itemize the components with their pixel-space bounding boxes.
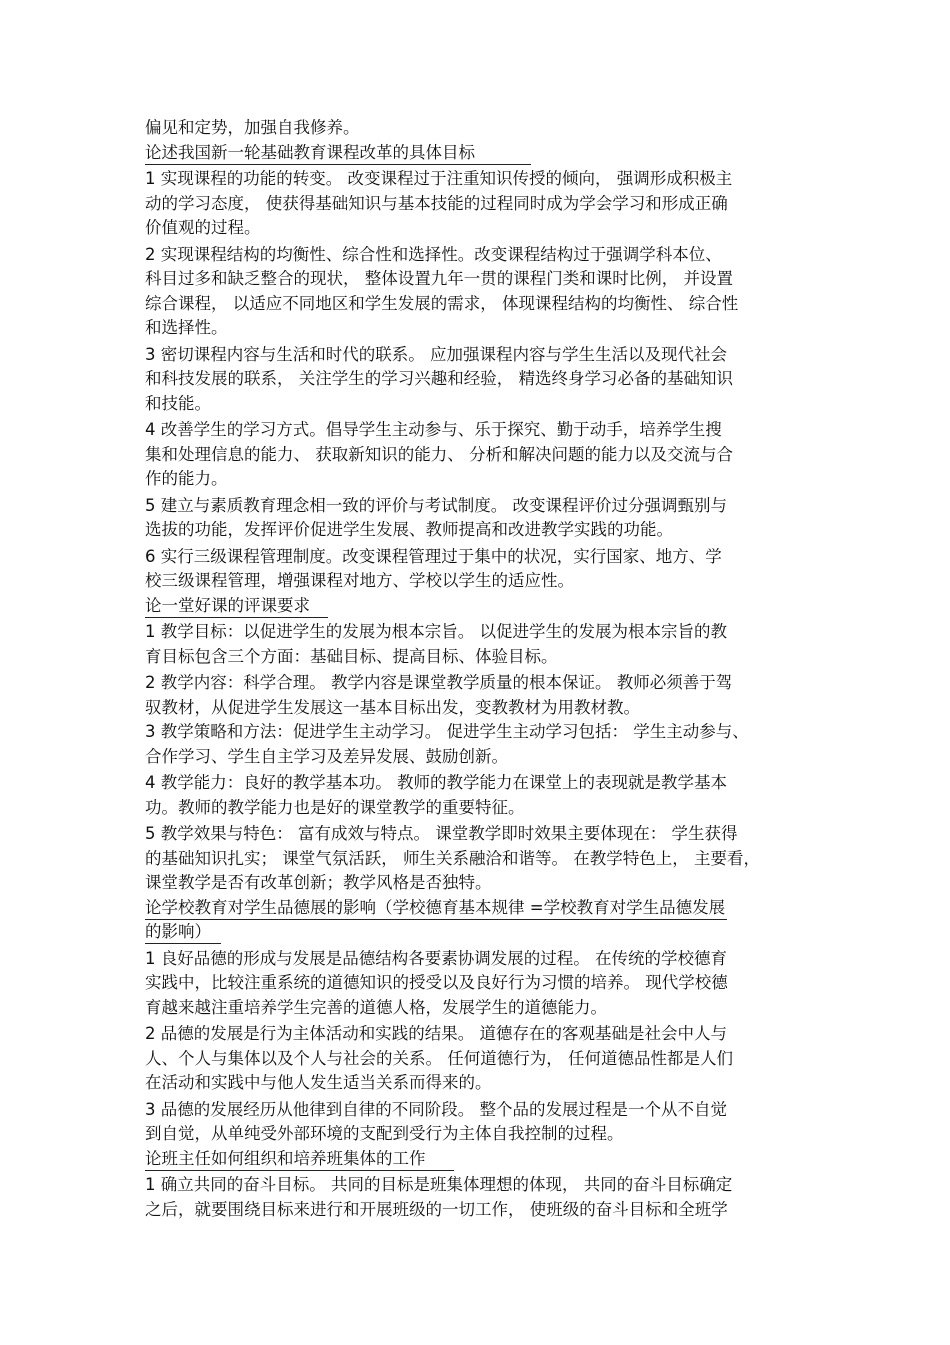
document-body: [145, 116, 815, 1222]
text-line: 价值观的过程。: [145, 218, 261, 237]
text-line: 综合课程， 以适应不同地区和学生发展的需求， 体现课程结构的均衡性、 综合性: [145, 293, 739, 313]
text-line: 集和处理信息的能力、 获取新知识的能力、 分析和解决问题的能力以及交流与合: [145, 444, 733, 464]
text-line: 6 实行三级课程管理制度。改变课程管理过于集中的状况，实行国家、地方、学: [145, 546, 722, 566]
text-line: 3 教学策略和方法：促进学生主动学习。 促进学生主动学习包括： 学生主动参与、: [145, 722, 749, 741]
text-line: 偏见和定势，加强自我修养。: [145, 118, 360, 137]
heading-text: 的影响）: [145, 921, 221, 944]
text-line: 校三级课程管理，增强课程对地方、学校以学生的适应性。: [145, 571, 574, 590]
text-line: 育越来越注重培养学生完善的道德人格，发展学生的道德能力。: [145, 997, 607, 1017]
section-heading-moral-education-cont: [145, 920, 815, 945]
section-heading-class-collective: [145, 1147, 815, 1172]
text-line: 选拔的功能，发挥评价促进学生发展、教师提高和改进教学实践的功能。: [145, 520, 673, 539]
section-heading-moral-education: [145, 896, 815, 921]
text-line: 5 建立与素质教育理念相一致的评价与考试制度。 改变课程评价过分强调甄别与: [145, 495, 727, 515]
text-line: 2 实现课程结构的均衡性、综合性和选择性。改变课程结构过于强调学科本位、: [145, 244, 722, 264]
text-line: 合作学习、学生自主学习及差异发展、鼓励创新。: [145, 746, 508, 766]
text-line: 科目过多和缺乏整合的现状， 整体设置九年一贯的课程门类和课时比例， 并设置: [145, 269, 733, 288]
text-line: 4 改善学生的学习方式。倡导学生主动参与、乐于探究、勤于动手，培养学生搜: [145, 420, 722, 439]
text-line: 功。教师的教学能力也是好的课堂教学的重要特征。: [145, 797, 525, 817]
heading-text: 论班主任如何组织和培养班集体的工作: [145, 1148, 454, 1171]
text-line: 的基础知识扎实； 课堂气氛活跃， 师生关系融洽和谐等。 在教学特色上， 主要看，: [145, 848, 760, 868]
heading-text: 论一堂好课的评课要求: [145, 595, 328, 618]
section-heading-curriculum-reform: [145, 141, 815, 166]
heading-text: 论学校教育对学生品德展的影响（学校德育基本规律 =学校教育对学生品德发展: [145, 897, 727, 920]
text-line: 动的学习态度， 使获得基础知识与基本技能的过程同时成为学会学习和形成正确: [145, 193, 728, 213]
text-line: 驭教材，从促进学生发展这一基本目标出发，变教教材为用教材教。: [145, 697, 640, 717]
text-line: 1 良好品德的形成与发展是品德结构各要素协调发展的过程。 在传统的学校德育: [145, 948, 727, 968]
text-line: 人、个人与集体以及个人与社会的关系。 任何道德行为， 任何道德品性都是人们: [145, 1048, 733, 1068]
text-line: 2 品德的发展是行为主体活动和实践的结果。 道德存在的客观基础是社会中人与: [145, 1024, 727, 1043]
text-line: 作的能力。: [145, 469, 228, 488]
text-line: 1 教学目标：以促进学生的发展为根本宗旨。 以促进学生的发展为根本宗旨的教: [145, 622, 727, 641]
text-line: 3 密切课程内容与生活和时代的联系。 应加强课程内容与学生生活以及现代社会: [145, 344, 727, 364]
text-line: 1 确立共同的奋斗目标。 共同的目标是班集体理想的体现， 共同的奋斗目标确定: [145, 1175, 733, 1194]
text-line: 和选择性。: [145, 318, 228, 337]
section-heading-good-lesson: [145, 594, 815, 619]
text-line: 之后，就要围绕目标来进行和开展班级的一切工作， 使班级的奋斗目标和全班学: [145, 1199, 728, 1219]
text-line: 育目标包含三个方面：基础目标、提高目标、体验目标。: [145, 646, 558, 666]
text-line: 4 教学能力：良好的教学基本功。 教师的教学能力在课堂上的表现就是教学基本: [145, 773, 727, 792]
text-line: 实践中，比较注重系统的道德知识的授受以及良好行为习惯的培养。 现代学校德: [145, 973, 728, 992]
text-line: 3 品德的发展经历从他律到自律的不同阶段。 整个品的发展过程是一个从不自觉: [145, 1099, 727, 1119]
text-line: 1 实现课程的功能的转变。 改变课程过于注重知识传授的倾向， 强调形成积极主: [145, 169, 733, 188]
text-line: 和科技发展的联系， 关注学生的学习兴趣和经验， 精选终身学习必备的基础知识: [145, 369, 733, 388]
text-line: 课堂教学是否有改革创新；教学风格是否独特。: [145, 873, 492, 892]
text-line: 2 教学内容：科学合理。 教学内容是课堂教学质量的根本保证。 教师必须善于驾: [145, 673, 733, 692]
text-line: 到自觉，从单纯受外部环境的支配到受行为主体自我控制的过程。: [145, 1124, 624, 1143]
text-line: 和技能。: [145, 393, 211, 413]
text-line: 5 教学效果与特色： 富有成效与特点。 课堂教学即时效果主要体现在： 学生获得: [145, 824, 738, 843]
text-line: 在活动和实践中与他人发生适当关系而得来的。: [145, 1073, 492, 1092]
heading-text: 论述我国新一轮基础教育课程改革的具体目标: [145, 142, 531, 165]
